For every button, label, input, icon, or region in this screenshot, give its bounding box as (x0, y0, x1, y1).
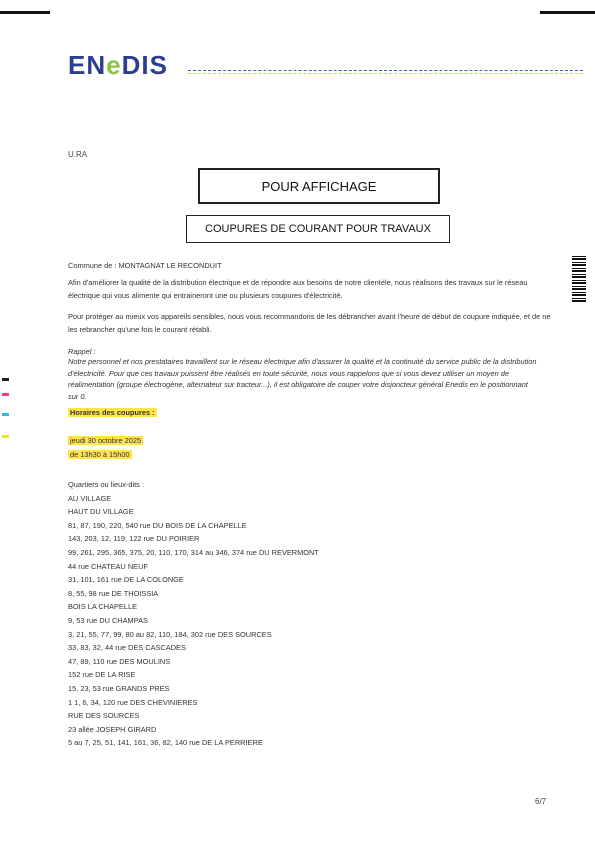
list-item: 8, 55, 98 rue DE THOISSIA (68, 588, 159, 598)
list-item: 47, 89, 110 rue DES MOULINS (68, 656, 171, 666)
list-item: 9, 53 rue DU CHAMPAS (68, 615, 148, 625)
rappel-paragraph: Notre personnel et nos prestataires travaillent sur le réseau électrique afin d'assurer la qualité et la continuité du service public de la distribution d'électricité. Pour que ces travaux puissent être réalisés en toute sécurité, nous vous rappelons que si vous devez utiliser un moyen de réalimentation (groupe électrogène, alternateur sur tracteur...), il est obligatoire de couper votre disjoncteur général Enedis en le positionnant sur 0. (68, 357, 537, 401)
advice-paragraph: Pour protéger au mieux vos appareils sensibles, nous vous recommandons de les débrancher avant l'heure de début de coupure indiquée, et de ne les rebrancher qu'une fois le courant rétabli. (68, 312, 551, 334)
color-mark-black (2, 378, 9, 381)
list-item: 15, 23, 53 rue GRANDS PRES (68, 683, 170, 693)
list-item: 33, 83, 32, 44 rue DES CASCADES (68, 643, 186, 653)
list-item: 31, 101, 161 rue DE LA COLONGE (68, 575, 184, 585)
list-item: 23 allée JOSEPH GIRARD (68, 724, 157, 734)
list-item: 1 1, 6, 34, 120 rue DES CHEVINIERES (68, 697, 198, 707)
page-title: POUR AFFICHAGE (198, 168, 440, 204)
intro-paragraph: Afin d'améliorer la qualité de la distribution électrique et de répondre aux besoins de notre clientèle, nous réalisons des travaux sur le réseau électrique qui vous alimente qui entraineront une ou plusieurs coupures d'électricité. (68, 278, 528, 300)
horaires-label: Horaires des coupures : (70, 408, 155, 417)
list-item: 81, 87, 190, 220, 540 rue DU BOIS DE LA CHAPELLE (68, 520, 247, 530)
list-item: 3, 21, 55, 77, 99, 80 au 82, 110, 184, 302 rue DES SOURCES (68, 629, 272, 639)
logo-dashed-line-green (188, 73, 583, 74)
scan-mark-left (0, 11, 50, 14)
reference-code: U.RA (68, 150, 88, 159)
page-subtitle: COUPURES DE COURANT POUR TRAVAUX (186, 215, 450, 243)
logo-dashed-line (188, 70, 583, 71)
color-mark-cyan (2, 413, 9, 416)
quarters-list (68, 478, 319, 750)
enedis-logo: ENeDIS (68, 50, 168, 80)
list-item: BOIS LA CHAPELLE (68, 602, 138, 612)
outage-time: de 13h30 à 15h00 (70, 450, 130, 459)
list-item: AU VILLAGE (68, 493, 112, 503)
list-item: 44 rue CHATEAU NEUF (68, 561, 148, 571)
list-item: RUE DES SOURCES (68, 711, 140, 721)
quarters-label: Quartiers ou lieux-dits : (68, 480, 144, 489)
barcode-icon (572, 256, 586, 302)
color-mark-yellow (2, 435, 9, 438)
rappel-heading: Rappel : (68, 347, 96, 356)
list-item: 99, 261, 295, 365, 375, 20, 110, 170, 314 au 346, 374 rue DU REVERMONT (68, 547, 319, 557)
scan-mark-right (540, 11, 595, 14)
commune-line: Commune de : MONTAGNAT LE RECONDUIT (68, 261, 222, 270)
list-item: HAUT DU VILLAGE (68, 507, 134, 517)
color-mark-magenta (2, 393, 9, 396)
outage-date: jeudi 30 octobre 2025 (70, 436, 142, 445)
list-item: 152 rue DE LA RISE (68, 670, 136, 680)
list-item: 5 au 7, 25, 51, 141, 161, 36, 82, 140 rue DE LA PERRIERE (68, 738, 263, 748)
page-number: 6/7 (535, 797, 547, 806)
list-item: 143, 203, 12, 119, 122 rue DU POIRIER (68, 534, 200, 544)
